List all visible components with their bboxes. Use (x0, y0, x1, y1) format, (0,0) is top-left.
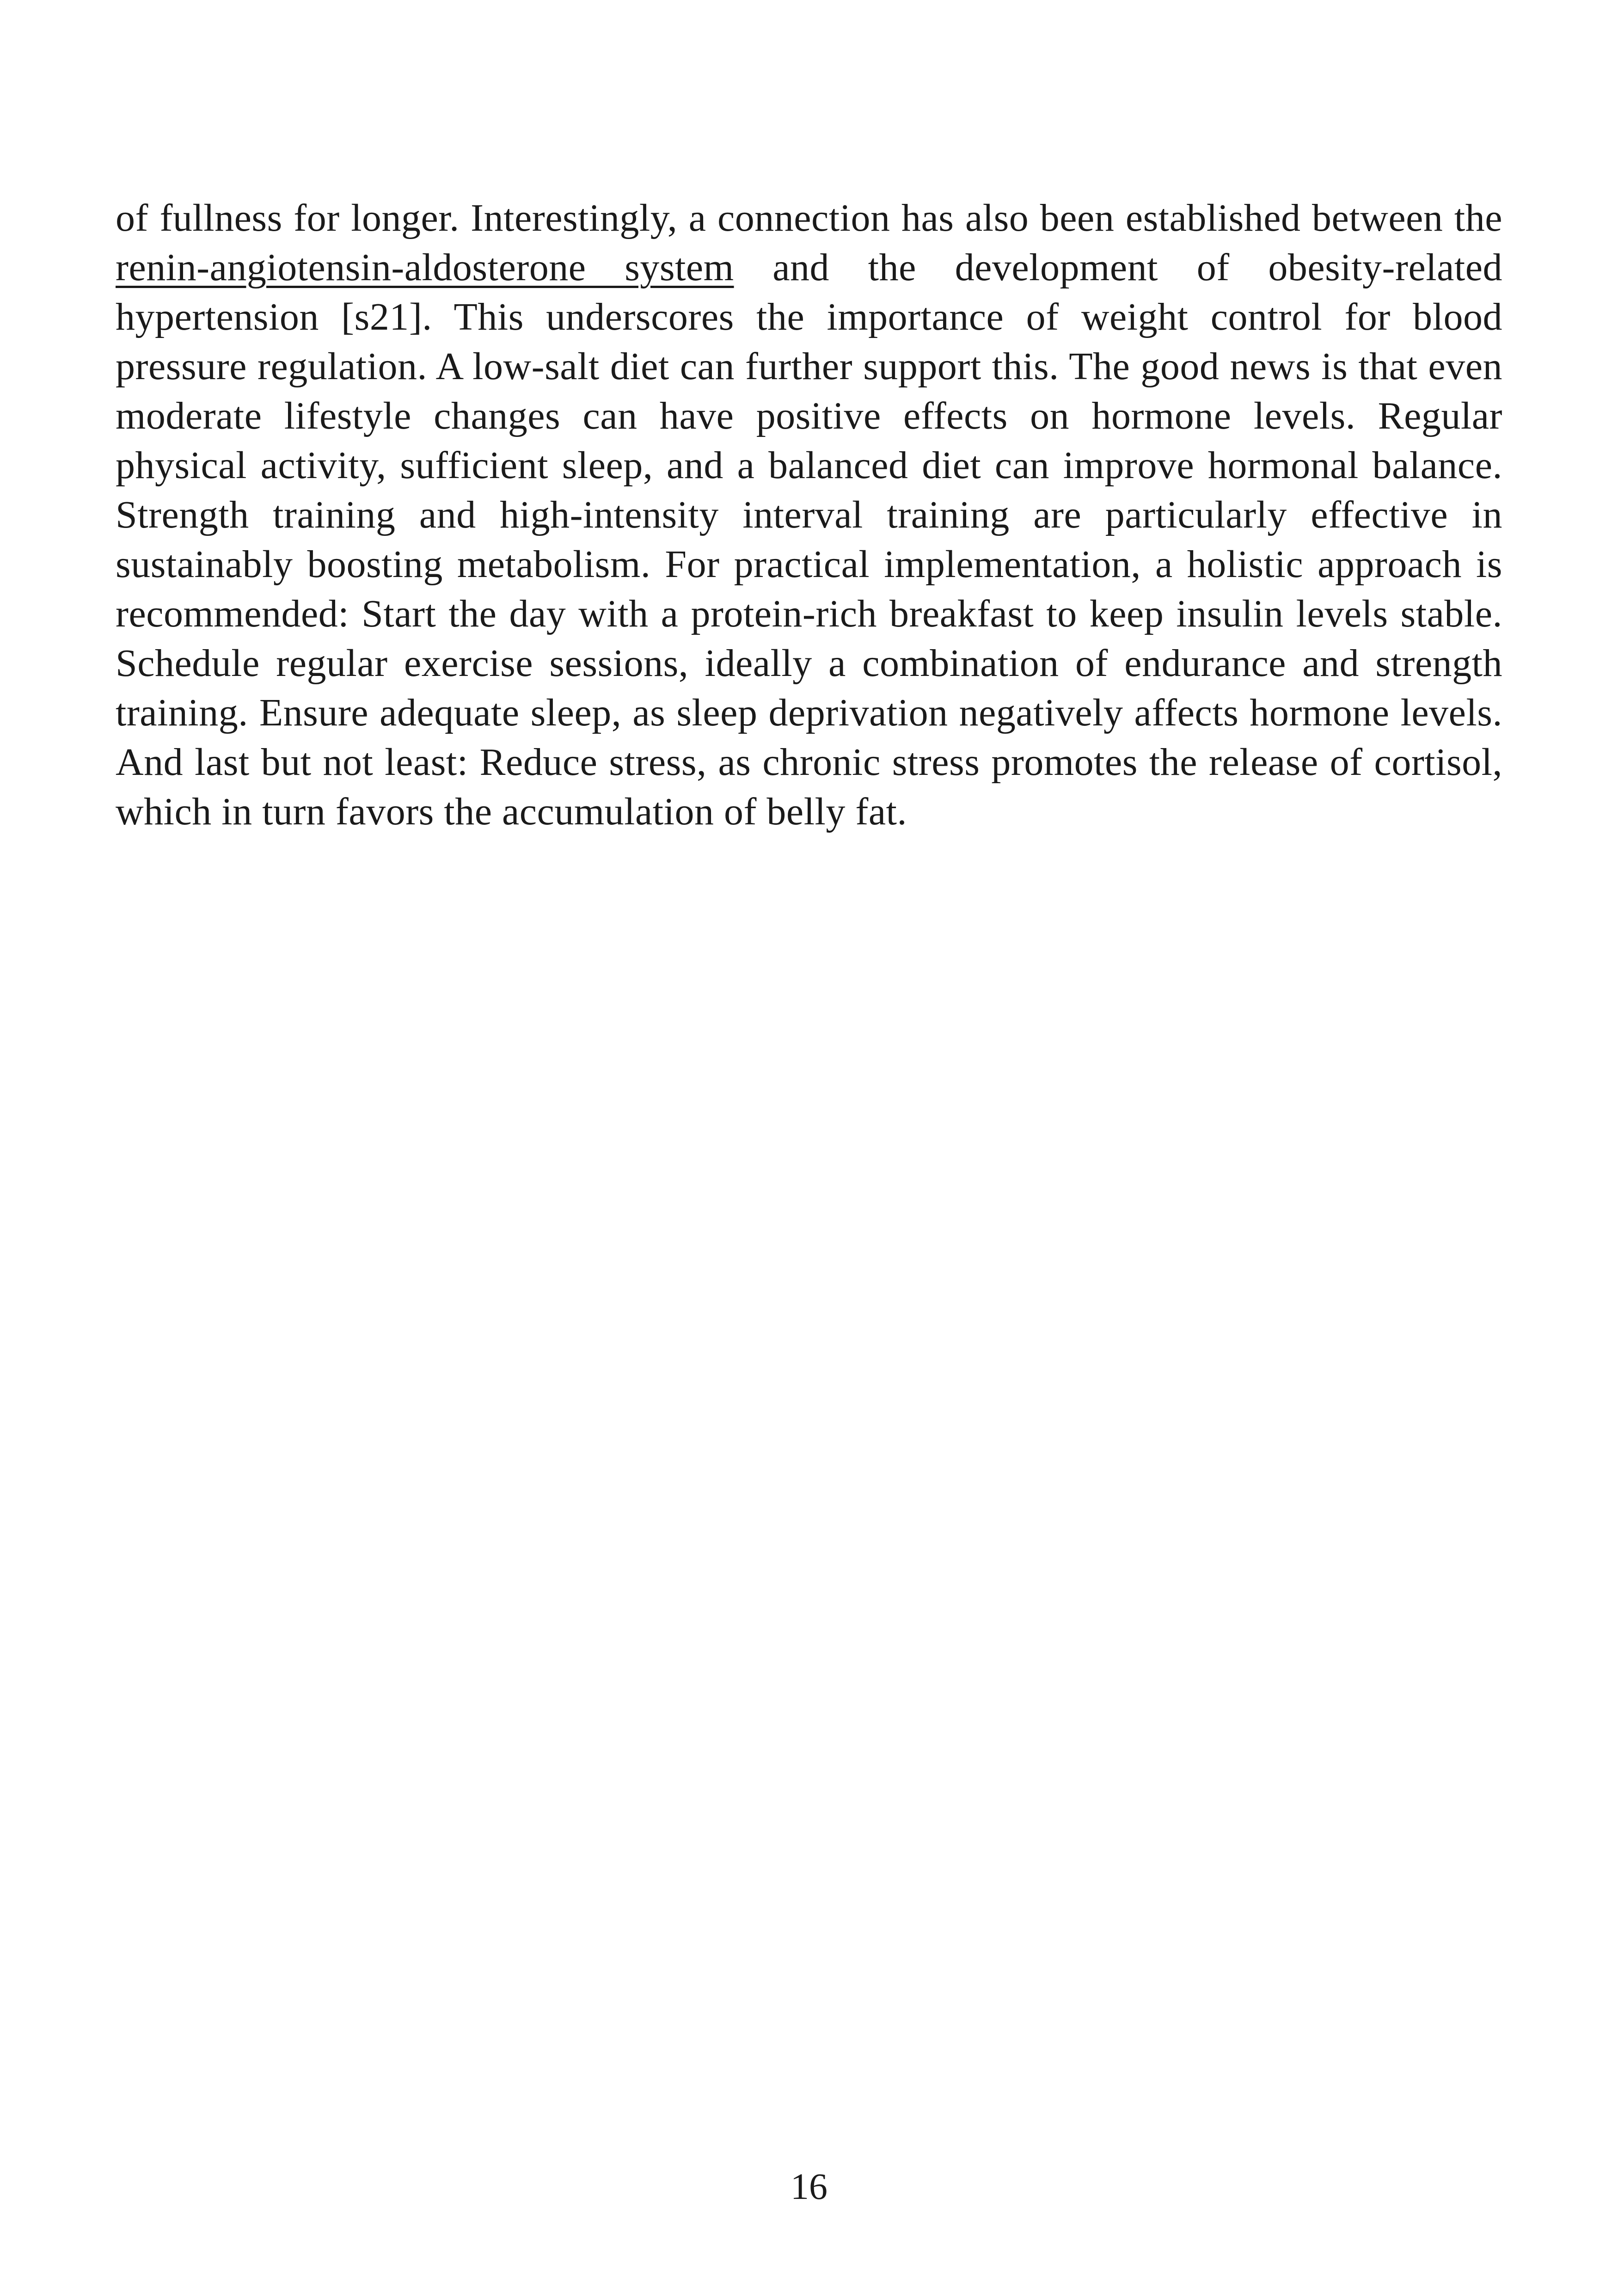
page-number: 16 (791, 2167, 827, 2207)
paragraph-text-after-link: and the development of obesity-related hypertension [s21]. This underscores the importance of weight control for blood pressure regulation. A low-salt diet can further support this. The good news is that even moderate lifestyle changes can have positive effects on hormone levels. Regular physical activity, sufficient sleep, and a balanced diet can improve hormonal balance. Strength training and high-intensity interval training are particularly effective in sustainably boosting metabolism. For practical implementation, a holistic approach is recommended: Start the day with a protein-rich breakfast to keep insulin levels stable. Schedule regular exercise sessions, ideally a combination of endurance and strength training. Ensure adequate sleep, as sleep deprivation negatively affects hormone levels. And last but not least: Reduce stress, as chronic stress promotes the release of cortisol, which in turn favors the accumulation of belly fat. (116, 246, 1503, 833)
renin-angiotensin-aldosterone-system-link[interactable]: renin-angiotensin-aldosterone system (116, 246, 734, 289)
body-paragraph (116, 193, 1502, 836)
paragraph-text-before-link: of fullness for longer. Interestingly, a connection has also been established between the (116, 196, 1502, 239)
